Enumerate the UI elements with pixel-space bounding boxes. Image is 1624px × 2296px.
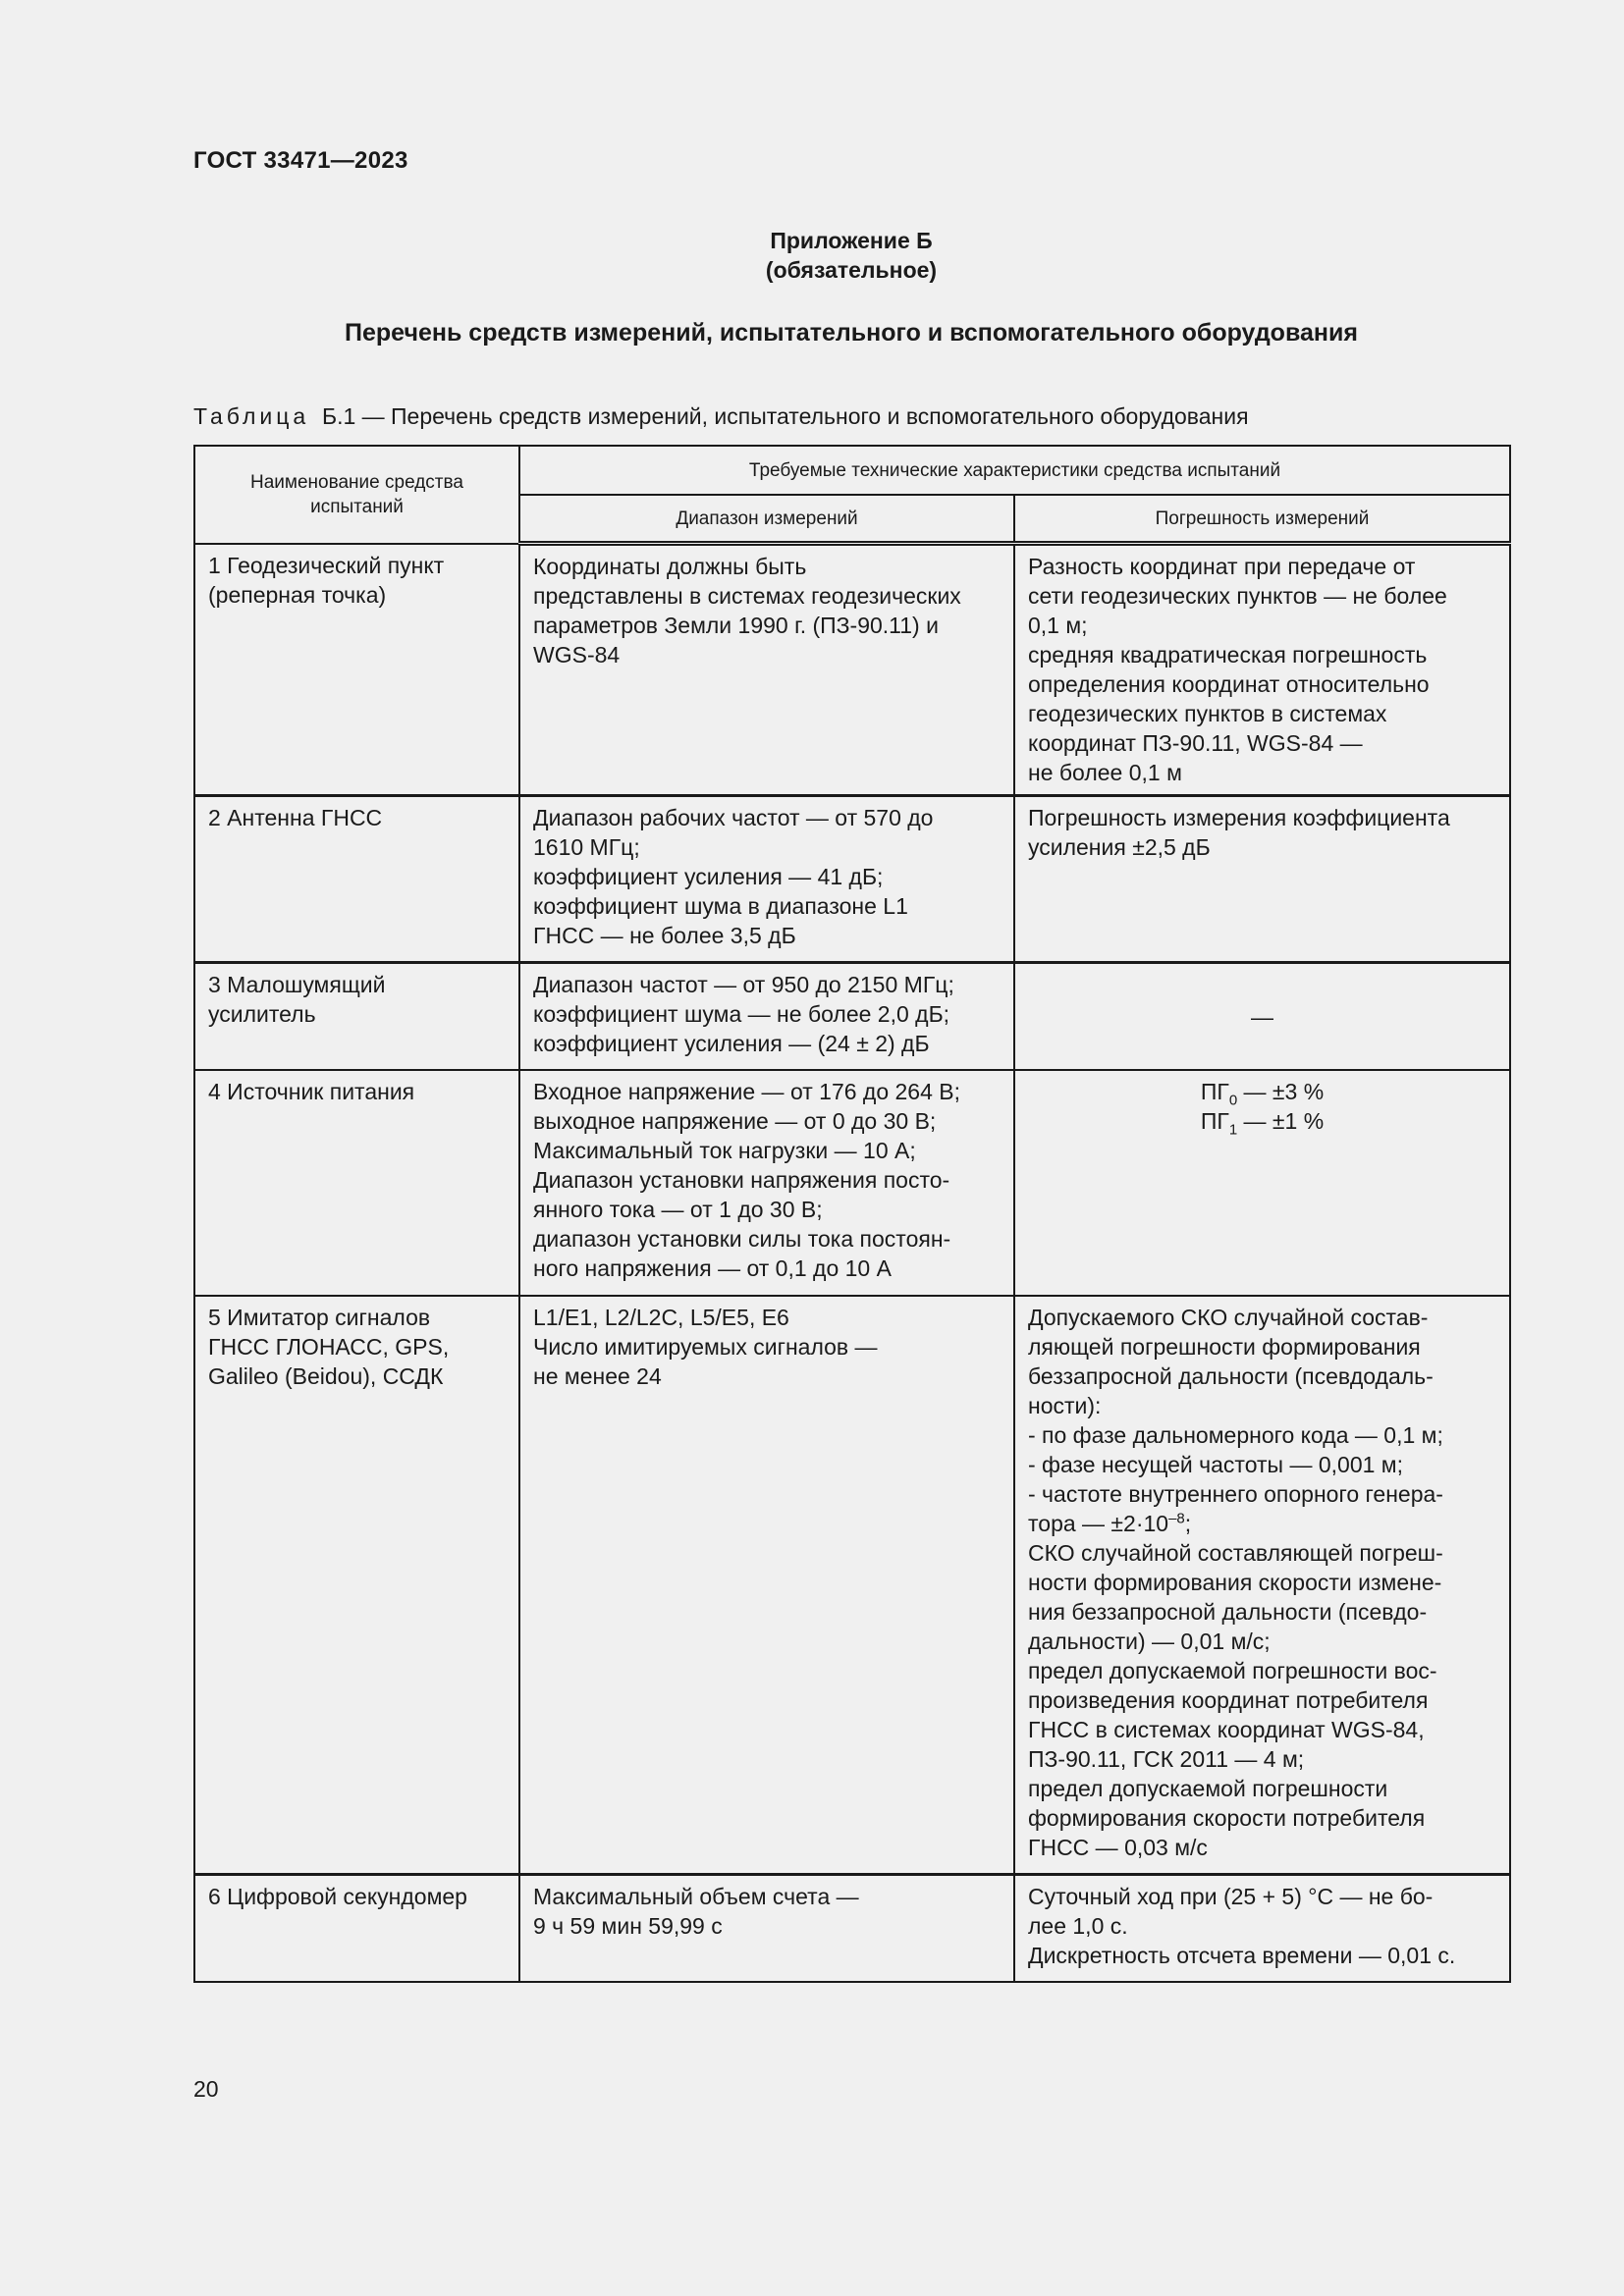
header-error: Погрешность измерений: [1014, 495, 1510, 544]
cell-name: 6 Цифровой секундомер: [194, 1875, 519, 1982]
appendix-header: [0, 226, 1624, 285]
table-row: [194, 1070, 1510, 1296]
table-row: [194, 1296, 1510, 1875]
cell-error: Суточный ход при (25 + 5) °С — не бо- лее 1,0 с. Дискретность отсчета времени — 0,01 с.: [1014, 1875, 1510, 1982]
cell-range: Координаты должны быть представлены в системах геодезических параметров Земли 1990 г. (ПЗ-90.11) и WGS-84: [519, 544, 1014, 796]
cell-name: 2 Антенна ГНСС: [194, 796, 519, 963]
cell-error: Погрешность измерения коэффициента усиления ±2,5 дБ: [1014, 796, 1510, 963]
cell-range: Диапазон рабочих частот — от 570 до 1610 МГц; коэффициент усиления — 41 дБ; коэффициент шума в диапазоне L1 ГНСС — не более 3,5 дБ: [519, 796, 1014, 963]
pg0-value: $ПГ_0$ — ±3 %: [1200, 1078, 1325, 1109]
appendix-status: (обязательное): [765, 257, 938, 283]
cell-error: Допускаемого СКО случайной состав- ляющей погрешности формирования беззапросной дальности (псевдодаль- ности): - по фазе дальномерного кода — 0,1 м; - фазе несущей частоты — 0,001 м; - частоте внутреннего опорного генера- тора — $\pm 2\cdot 10^{-8}$; СКО случайной составляющей погреш- ности формирования скорости измене- ния беззапросной дальности (псевдо- дальности) — 0,01 м/с; предел допускаемой погрешности вос- произведения координат потребителя ГНСС в системах координат WGS-84, ПЗ-90.11, ГСК 2011 — 4 м; предел допускаемой погрешности формирования скорости потребителя ГНСС — 0,03 м/с: [1014, 1296, 1510, 1875]
table-caption: [193, 403, 1249, 430]
power-of-ten-line: тора — $\pm 2\cdot 10^{-8}$;: [1028, 1509, 1192, 1536]
cell-name: 4 Источник питания: [194, 1070, 519, 1296]
table-caption-text: Б.1 — Перечень средств измерений, испытательного и вспомогательного оборудования: [321, 403, 1249, 429]
header-range: Диапазон измерений: [519, 495, 1014, 544]
section-heading: Перечень средств измерений, испытательного и вспомогательного оборудования: [345, 319, 1358, 347]
header-group: Требуемые технические характеристики средства испытаний: [519, 446, 1510, 495]
cell-range: L1/E1, L2/L2C, L5/E5, E6 Число имитируемых сигналов — не менее 24: [519, 1296, 1014, 1875]
cell-error: Разность координат при передаче от сети геодезических пунктов — не более 0,1 м; средняя квадратическая погрешность определения координат относительно геодезических пунктов в системах координат ПЗ-90.11, WGS-84 — не более 0,1 м: [1014, 544, 1510, 796]
table-row: [194, 1875, 1510, 1982]
table-caption-label: Таблица: [193, 403, 310, 429]
appendix-title: Приложение Б: [770, 228, 933, 253]
cell-range: Входное напряжение — от 176 до 264 В; выходное напряжение — от 0 до 30 В; Максимальный ток нагрузки — 10 А; Диапазон установки напряжения посто- янного тока — от 1 до 30 В; диапазон установки силы тока постоян- ного напряжения — от 0,1 до 10 А: [519, 1070, 1014, 1296]
table-row: [194, 796, 1510, 963]
cell-name: 1 Геодезический пункт (реперная точка): [194, 544, 519, 796]
cell-error-empty: [1014, 963, 1510, 1070]
dash-placeholder: —: [1251, 1004, 1273, 1031]
cell-name: 3 Малошумящий усилитель: [194, 963, 519, 1070]
cell-range: Диапазон частот — от 950 до 2150 МГц; коэффициент шума — не более 2,0 дБ; коэффициент усиления — (24 ± 2) дБ: [519, 963, 1014, 1070]
table-row: [194, 544, 1510, 796]
header-name: Наименование средства испытаний: [194, 446, 519, 544]
cell-range: Максимальный объем счета — 9 ч 59 мин 59,99 с: [519, 1875, 1014, 1982]
table-row: [194, 963, 1510, 1070]
pg1-value: $ПГ_1$ — ±1 %: [1200, 1107, 1325, 1139]
page-number: 20: [193, 2076, 219, 2102]
cell-error: [1014, 1070, 1510, 1296]
document-code: ГОСТ 33471—2023: [193, 147, 408, 174]
equipment-table: [193, 445, 1511, 1983]
cell-name: 5 Имитатор сигналов ГНСС ГЛОНАСС, GPS, Galileo (Beidou), ССДК: [194, 1296, 519, 1875]
